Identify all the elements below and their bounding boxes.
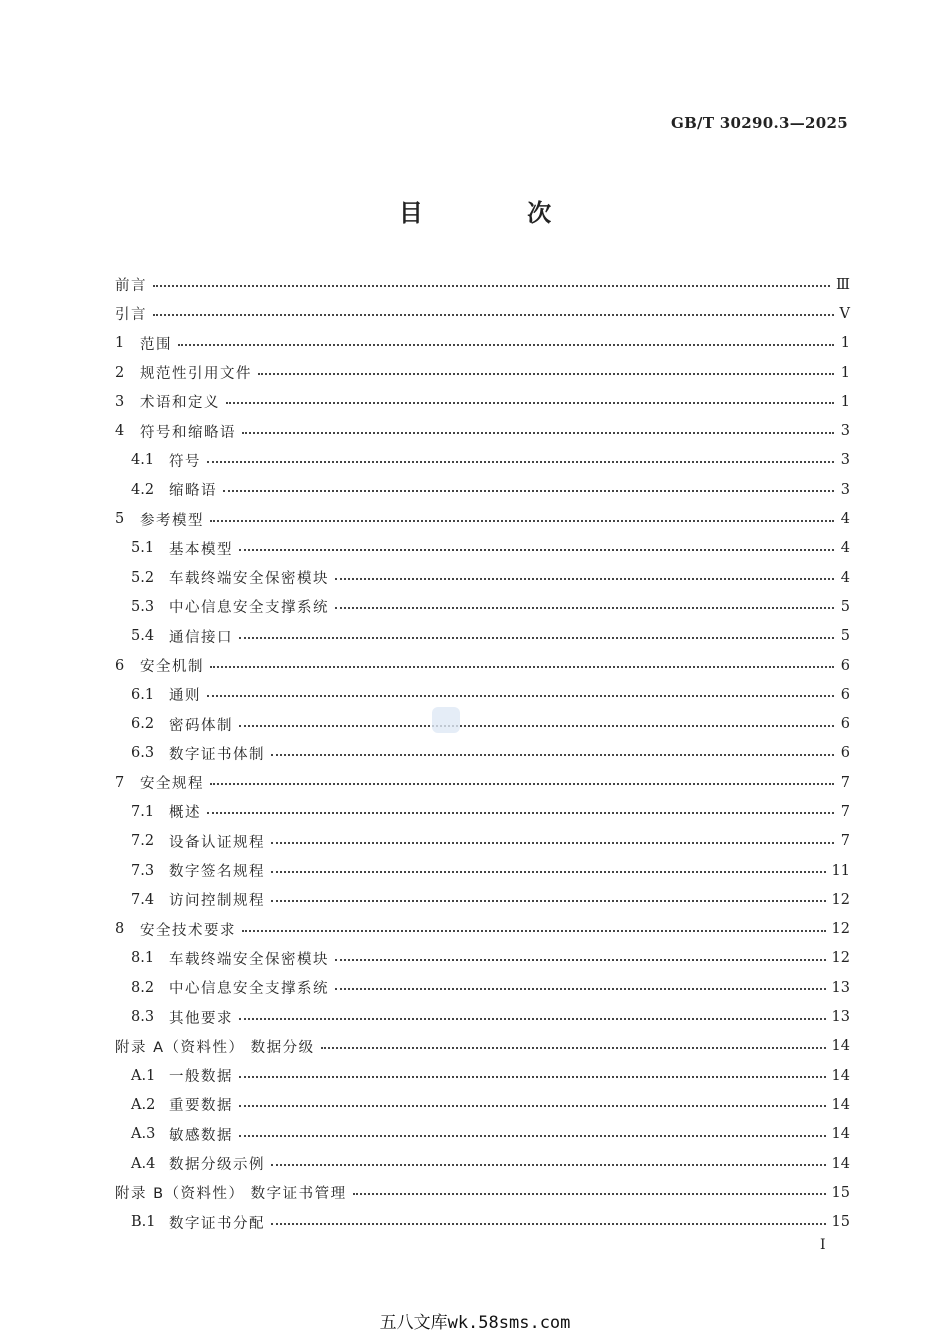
- toc-entry[interactable]: [115, 709, 850, 738]
- toc-dot-leader: [239, 1017, 826, 1020]
- toc-dot-leader: [153, 313, 834, 316]
- toc-entry-label: 设备认证规程: [169, 834, 265, 851]
- toc-entry-page: 14: [831, 1038, 850, 1055]
- toc-entry-number: 5.3: [131, 598, 155, 615]
- table-of-contents: [115, 270, 850, 1237]
- page-number: I: [820, 1237, 826, 1253]
- toc-entry[interactable]: [115, 592, 850, 621]
- toc-dot-leader: [271, 1163, 826, 1166]
- standard-code: GB/T 30290.3—2025: [670, 114, 848, 132]
- toc-entry-page: 6: [840, 745, 850, 762]
- toc-entry-number: 2: [115, 364, 125, 381]
- toc-entry-label: 安全机制: [140, 659, 204, 675]
- toc-entry[interactable]: [115, 915, 850, 944]
- toc-dot-leader: [210, 665, 834, 668]
- toc-entry-label: 符号和缩略语: [140, 424, 236, 441]
- toc-dot-leader: [271, 1222, 826, 1225]
- toc-entry-page: 4: [840, 569, 850, 586]
- toc-entry[interactable]: [115, 270, 850, 299]
- toc-dot-leader: [353, 1192, 826, 1195]
- toc-entry-label: 概述: [169, 805, 201, 822]
- toc-entry-page: 3: [840, 423, 850, 440]
- toc-entry-number: 5.4: [131, 628, 155, 645]
- toc-dot-leader: [271, 753, 834, 756]
- toc-entry[interactable]: [115, 739, 850, 768]
- toc-entry-page: 12: [831, 891, 850, 908]
- toc-entry-number: 7.2: [131, 833, 155, 850]
- toc-entry-number: 6.2: [131, 716, 155, 733]
- toc-entry[interactable]: [115, 827, 850, 856]
- toc-entry-label: 重要数据: [169, 1098, 233, 1115]
- toc-dot-leader: [178, 343, 834, 346]
- toc-entry[interactable]: [115, 475, 850, 504]
- toc-dot-leader: [335, 987, 826, 990]
- toc-entry-page: 6: [840, 657, 850, 674]
- toc-dot-leader: [153, 284, 830, 287]
- toc-entry[interactable]: [115, 329, 850, 358]
- toc-entry-label: 访问控制规程: [169, 893, 265, 910]
- toc-entry-number: A.3: [131, 1126, 156, 1143]
- toc-entry-number: 6.3: [131, 745, 155, 762]
- toc-entry-page: 12: [831, 921, 850, 938]
- toc-entry-label: 数字签名规程: [169, 864, 265, 881]
- toc-entry-number: 6: [115, 657, 125, 674]
- toc-entry-label: 参考模型: [140, 512, 204, 529]
- toc-entry-label: 安全技术要求: [140, 922, 236, 939]
- toc-dot-leader: [239, 724, 834, 727]
- toc-dot-leader: [239, 1134, 826, 1137]
- toc-entry-number: 8.2: [131, 979, 155, 996]
- toc-entry[interactable]: [115, 856, 850, 885]
- toc-entry-number: 7.3: [131, 862, 155, 879]
- toc-entry-page: 7: [840, 803, 850, 820]
- toc-entry-number: 5: [115, 511, 125, 528]
- toc-dot-leader: [321, 1046, 826, 1049]
- toc-entry-label: 敏感数据: [169, 1127, 233, 1144]
- toc-dot-leader: [239, 548, 834, 551]
- toc-entry-label: 其他要求: [169, 1010, 233, 1027]
- watermark-logo-icon: [432, 707, 460, 733]
- toc-entry[interactable]: [115, 504, 850, 533]
- toc-entry-page: 6: [840, 716, 850, 733]
- toc-entry[interactable]: [115, 1149, 850, 1178]
- toc-entry-page: 3: [840, 452, 850, 469]
- toc-dot-leader: [271, 870, 826, 873]
- toc-entry-label: 安全规程: [140, 776, 204, 793]
- toc-entry-label: 密码体制: [169, 717, 233, 734]
- toc-entry[interactable]: [115, 680, 850, 709]
- toc-dot-leader: [207, 811, 834, 814]
- toc-entry[interactable]: [115, 651, 850, 680]
- toc-dot-leader: [335, 577, 834, 580]
- toc-entry[interactable]: [115, 446, 850, 475]
- toc-entry-page: 4: [840, 540, 850, 557]
- toc-entry-page: 13: [831, 1009, 850, 1026]
- toc-entry-page: Ⅲ: [836, 276, 850, 293]
- watermark-text: 五八文库wk.58sms.com: [379, 1313, 571, 1333]
- toc-entry-page: 3: [840, 481, 850, 498]
- toc-dot-leader: [258, 372, 834, 375]
- toc-entry-label: 基本模型: [169, 541, 233, 558]
- toc-entry-page: 7: [840, 774, 850, 791]
- toc-entry-number: 5.1: [131, 540, 155, 557]
- toc-entry-label: 通则: [169, 688, 201, 705]
- toc-entry-label: 通信接口: [169, 629, 233, 646]
- toc-entry-label: 车载终端安全保密模块: [169, 951, 329, 968]
- toc-entry[interactable]: [115, 944, 850, 973]
- toc-entry[interactable]: [115, 534, 850, 563]
- toc-entry-page: 12: [831, 950, 850, 967]
- toc-entry-label: 前言: [115, 278, 147, 295]
- toc-dot-leader: [210, 782, 834, 785]
- toc-entry-page: 14: [831, 1126, 850, 1143]
- toc-entry[interactable]: [115, 563, 850, 592]
- toc-entry[interactable]: [115, 1090, 850, 1119]
- toc-entry-page: 14: [831, 1096, 850, 1113]
- toc-entry-page: Ⅴ: [839, 305, 850, 322]
- toc-entry-number: 8.3: [131, 1009, 155, 1026]
- toc-entry-number: 4.2: [131, 481, 155, 498]
- toc-entry-label: 附录 B（资料性） 数字证书管理: [115, 1186, 347, 1203]
- toc-entry-page: 6: [840, 686, 850, 703]
- toc-dot-leader: [239, 1104, 826, 1107]
- toc-entry-label: 缩略语: [169, 483, 217, 500]
- toc-dot-leader: [207, 694, 834, 697]
- toc-entry-number: 5.2: [131, 569, 155, 586]
- toc-entry-page: 5: [840, 598, 850, 615]
- toc-entry-label: 一般数据: [169, 1069, 233, 1086]
- toc-entry-number: 6.1: [131, 686, 155, 703]
- toc-entry-label: 术语和定义: [140, 395, 220, 412]
- toc-entry-page: 14: [831, 1155, 850, 1172]
- toc-entry-page: 4: [840, 511, 850, 528]
- toc-entry-label: 范围: [140, 336, 172, 353]
- toc-entry-number: 3: [115, 393, 125, 410]
- toc-entry-label: 数据分级示例: [169, 1157, 265, 1174]
- toc-entry[interactable]: [115, 1061, 850, 1090]
- toc-entry[interactable]: [115, 797, 850, 826]
- toc-entry[interactable]: [115, 358, 850, 387]
- toc-entry-number: 8.1: [131, 950, 155, 967]
- toc-dot-leader: [271, 841, 834, 844]
- toc-entry-number: 4: [115, 423, 125, 440]
- toc-entry-label: 附录 A（资料性） 数据分级: [115, 1039, 315, 1056]
- toc-dot-leader: [335, 606, 834, 609]
- toc-entry-label: 中心信息安全支撑系统: [169, 600, 329, 617]
- toc-entry-label: 中心信息安全支撑系统: [169, 981, 329, 998]
- toc-entry-number: 8: [115, 921, 125, 938]
- toc-entry-number: B.1: [131, 1214, 156, 1231]
- toc-entry[interactable]: [115, 1120, 850, 1149]
- toc-entry-page: 11: [831, 862, 850, 879]
- toc-entry[interactable]: [115, 1208, 850, 1237]
- toc-dot-leader: [239, 636, 834, 639]
- toc-entry-page: 5: [840, 628, 850, 645]
- toc-entry-number: A.1: [131, 1067, 156, 1084]
- toc-entry-number: A.4: [131, 1155, 156, 1172]
- toc-entry-number: 7.4: [131, 891, 155, 908]
- toc-dot-leader: [223, 489, 834, 492]
- toc-entry-page: 14: [831, 1067, 850, 1084]
- toc-entry-page: 1: [840, 393, 850, 410]
- toc-entry-number: 7: [115, 774, 125, 791]
- toc-dot-leader: [207, 460, 834, 463]
- toc-entry-label: 数字证书体制: [169, 746, 265, 763]
- toc-entry-page: 1: [840, 364, 850, 381]
- toc-entry[interactable]: [115, 622, 850, 651]
- toc-entry[interactable]: [115, 885, 850, 914]
- toc-entry[interactable]: [115, 1032, 850, 1061]
- toc-entry-page: 1: [840, 335, 850, 352]
- toc-entry-number: A.2: [131, 1096, 156, 1113]
- page-title: 目 次: [398, 199, 600, 227]
- toc-dot-leader: [210, 519, 834, 522]
- toc-entry-label: 数字证书分配: [169, 1215, 265, 1232]
- toc-dot-leader: [335, 958, 826, 961]
- toc-entry[interactable]: [115, 416, 850, 445]
- toc-entry[interactable]: [115, 1178, 850, 1207]
- toc-entry[interactable]: [115, 768, 850, 797]
- toc-dot-leader: [242, 431, 834, 434]
- toc-dot-leader: [226, 401, 834, 404]
- toc-dot-leader: [242, 929, 826, 932]
- toc-entry-page: 13: [831, 979, 850, 996]
- toc-entry-label: 引言: [115, 307, 147, 324]
- toc-entry[interactable]: [115, 973, 850, 1002]
- toc-entry-page: 15: [831, 1184, 850, 1201]
- toc-entry[interactable]: [115, 299, 850, 328]
- toc-entry-number: 4.1: [131, 452, 155, 469]
- toc-entry-number: 1: [115, 335, 125, 352]
- toc-entry-page: 7: [840, 833, 850, 850]
- toc-dot-leader: [239, 1075, 826, 1078]
- toc-entry[interactable]: [115, 1002, 850, 1031]
- toc-entry-label: 规范性引用文件: [140, 366, 252, 383]
- toc-entry-page: 15: [831, 1214, 850, 1231]
- toc-entry-label: 符号: [169, 453, 201, 470]
- toc-entry[interactable]: [115, 387, 850, 416]
- toc-entry-number: 7.1: [131, 803, 155, 820]
- toc-dot-leader: [271, 899, 826, 902]
- toc-entry-label: 车载终端安全保密模块: [169, 571, 329, 588]
